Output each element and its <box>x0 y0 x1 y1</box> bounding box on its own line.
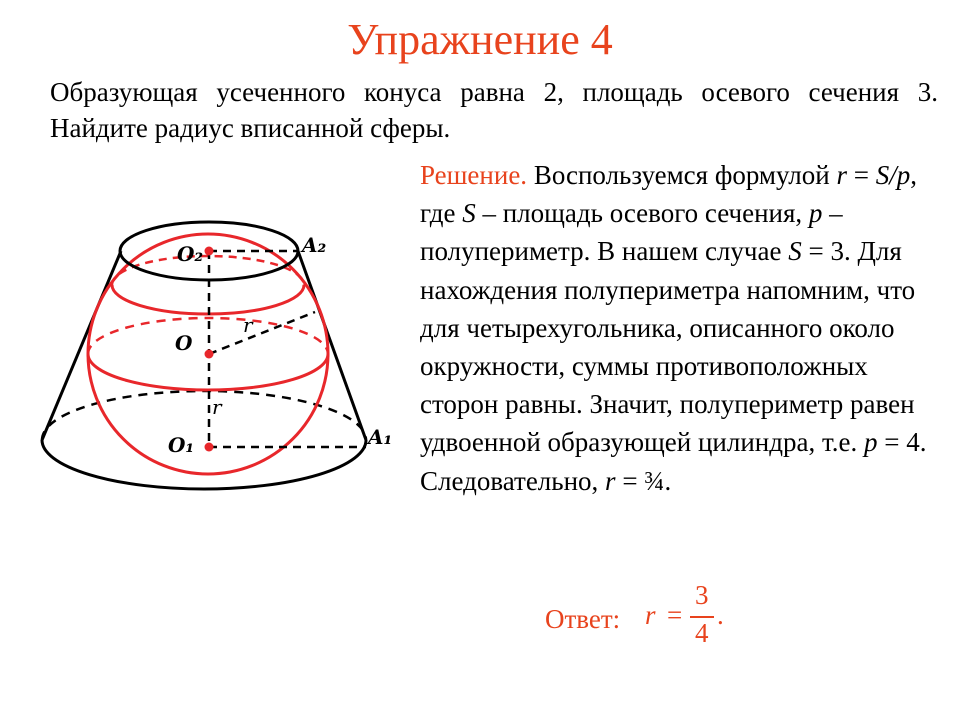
solution-text-8: = ¾. <box>615 465 672 496</box>
solution-label: Решение. <box>420 160 528 190</box>
slide-title: Упражнение 4 <box>347 15 613 64</box>
answer-numerator: 3 <box>695 580 709 610</box>
solution-text-6: = 3. Для нахождения полупериметра напомним, что для четырехугольника, описанного около окружности, суммы противоположных сторон равны. Значит, полупериметр равен удвоенной образующей цилиндра, т.е. <box>420 236 916 458</box>
solution-text-1: Воспользуемся формулой <box>527 160 837 190</box>
solution-text-7: = 4. Следовательно, <box>420 427 927 496</box>
solution-text-5: – полупериметр. В нашем случае <box>420 198 843 267</box>
formula-s-over-p: S/p <box>875 160 911 190</box>
label-a1: A₁ <box>368 425 393 449</box>
answer-equals: = <box>667 600 683 630</box>
answer-period: . <box>717 600 724 630</box>
var-r-2: r <box>605 465 616 496</box>
problem-statement: Образующая усеченного конуса равна 2, площадь осевого сечения 3. Найдите радиус вписанной сферы. <box>50 77 938 143</box>
left-generatrix <box>42 251 121 440</box>
right-generatrix <box>298 251 366 440</box>
answer-var-r: r <box>645 600 656 630</box>
label-o2: O₂ <box>177 242 204 266</box>
label-r-lower: r <box>212 395 222 419</box>
bottom-base-back <box>42 391 366 440</box>
solution-text-4: – площадь осевого сечения, <box>475 198 809 229</box>
label-a2: A₂ <box>302 233 327 257</box>
solution-text-2: = <box>847 160 876 190</box>
var-r-1: r <box>836 160 847 190</box>
var-s-2: S <box>788 236 802 267</box>
answer-label: Ответ: <box>545 604 621 634</box>
label-r-upper: r <box>243 313 253 337</box>
frustum-with-sphere-figure <box>32 218 402 508</box>
var-p-2: p <box>863 427 878 458</box>
var-s-1: S <box>462 198 476 229</box>
solution-text-3: , где <box>420 160 917 229</box>
answer-denominator: 4 <box>695 618 709 648</box>
var-p-1: p <box>808 198 823 229</box>
label-o1: O₁ <box>168 433 195 457</box>
point-o1 <box>205 443 214 452</box>
label-o: O <box>175 331 193 355</box>
solution-text <box>420 156 935 500</box>
bottom-base-front <box>42 440 366 489</box>
point-o2 <box>205 247 214 256</box>
point-o <box>205 350 214 359</box>
